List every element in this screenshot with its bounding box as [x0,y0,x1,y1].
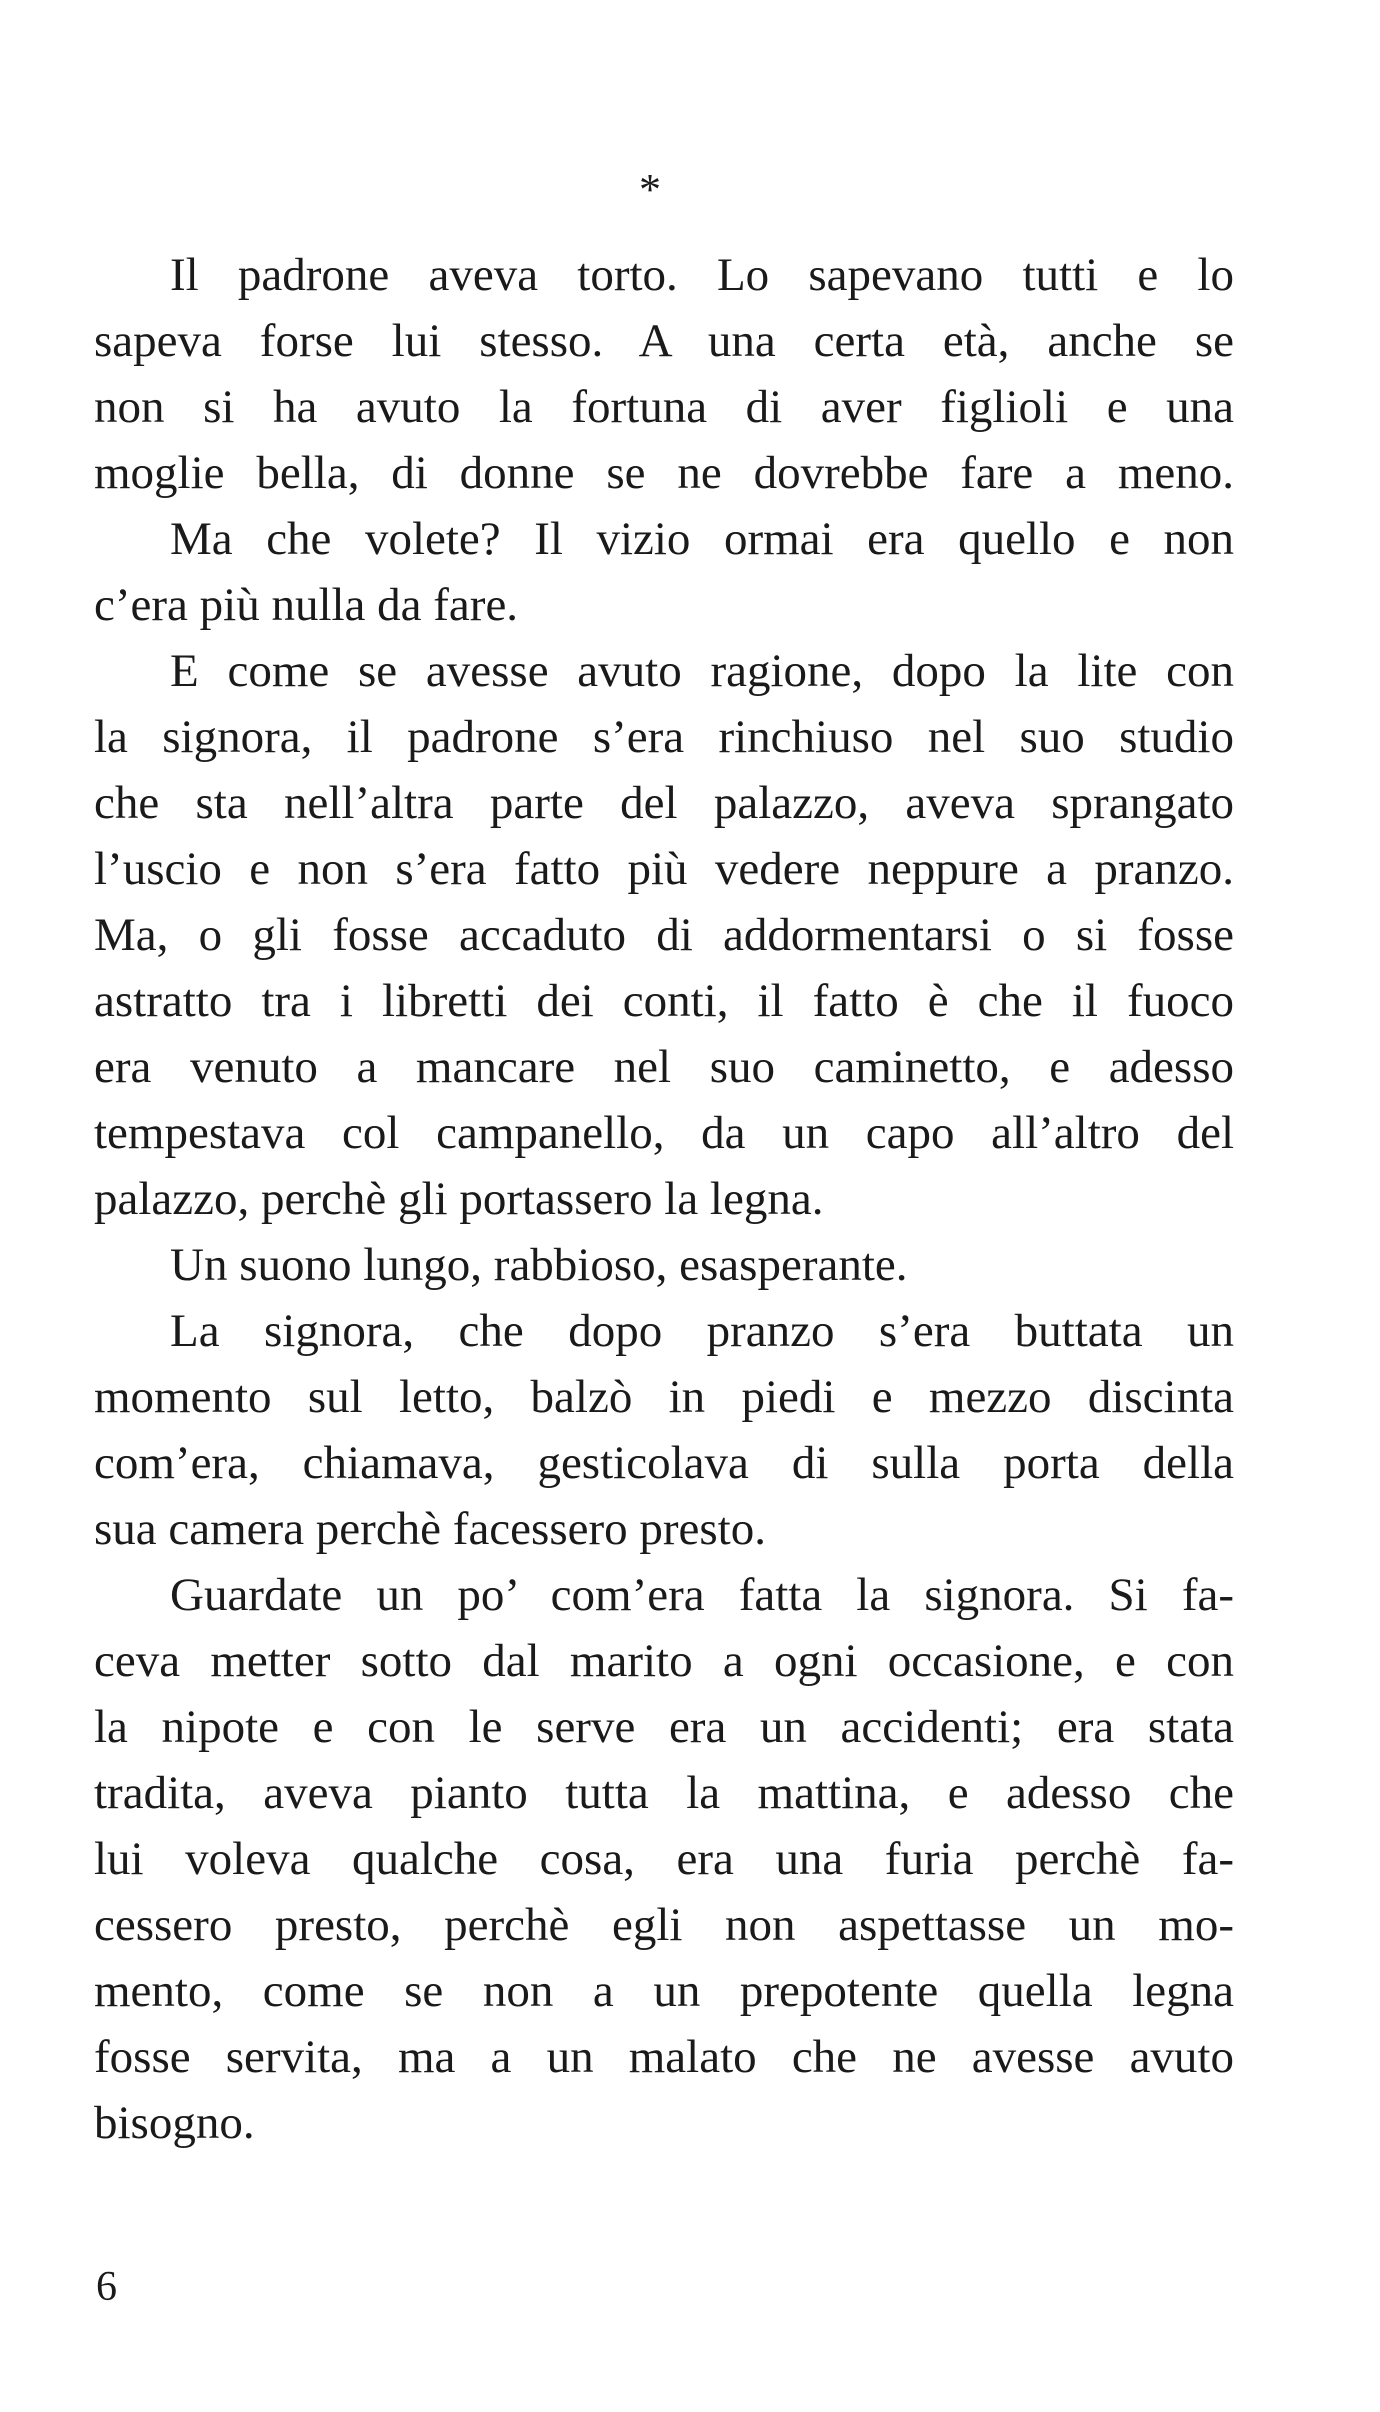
text-line: momento sul letto, balzò in piedi e mezzo discinta [94,1371,1234,1423]
text-line: mento, come se non a un prepotente quella legna [94,1965,1234,2017]
text-line: fosse servita, ma a un malato che ne avesse avuto [94,2031,1234,2083]
text-line: la nipote e con le serve era un accidenti; era stata [94,1701,1234,1753]
text-line: palazzo, perchè gli portassero la legna. [94,1173,824,1225]
text-line: non si ha avuto la fortuna di aver figlioli e una [94,381,1234,433]
text-line: La signora, che dopo pranzo s’era buttata un [170,1305,1234,1357]
text-line: Guardate un po’ com’era fatta la signora. Si fa- [170,1569,1234,1621]
text-line: l’uscio e non s’era fatto più vedere neppure a pranzo. [94,843,1234,895]
text-line: Ma, o gli fosse accaduto di addormentarsi o si fosse [94,909,1234,961]
text-line: com’era, chiamava, gesticolava di sulla porta della [94,1437,1234,1489]
page-number: 6 [96,2264,117,2310]
text-line: Un suono lungo, rabbioso, esasperante. [170,1239,908,1291]
text-line: era venuto a mancare nel suo caminetto, e adesso [94,1041,1234,1093]
text-line: bisogno. [94,2097,255,2149]
text-line: cessero presto, perchè egli non aspettasse un mo- [94,1899,1234,1951]
text-line: c’era più nulla da fare. [94,579,519,631]
text-line: tradita, aveva pianto tutta la mattina, e adesso che [94,1767,1234,1819]
text-line: sua camera perchè facessero presto. [94,1503,766,1555]
text-line: sapeva forse lui stesso. A una certa età, anche se [94,315,1234,367]
text-line: tempestava col campanello, da un capo all’altro del [94,1107,1234,1159]
text-line: E come se avesse avuto ragione, dopo la lite con [170,645,1234,697]
text-line: lui voleva qualche cosa, era una furia perchè fa- [94,1833,1234,1885]
text-line: Ma che volete? Il vizio ormai era quello e non [170,513,1234,565]
text-line: ceva metter sotto dal marito a ogni occasione, e con [94,1635,1234,1687]
text-line: astratto tra i libretti dei conti, il fatto è che il fuoco [94,975,1234,1027]
text-line: moglie bella, di donne se ne dovrebbe fare a meno. [94,447,1234,499]
body-text [94,242,1234,2156]
text-line: che sta nell’altra parte del palazzo, aveva sprangato [94,777,1234,829]
text-line: Il padrone aveva torto. Lo sapevano tutti e lo [170,249,1234,301]
text-line: la signora, il padrone s’era rinchiuso nel suo studio [94,711,1234,763]
section-asterisk: * [639,165,661,214]
